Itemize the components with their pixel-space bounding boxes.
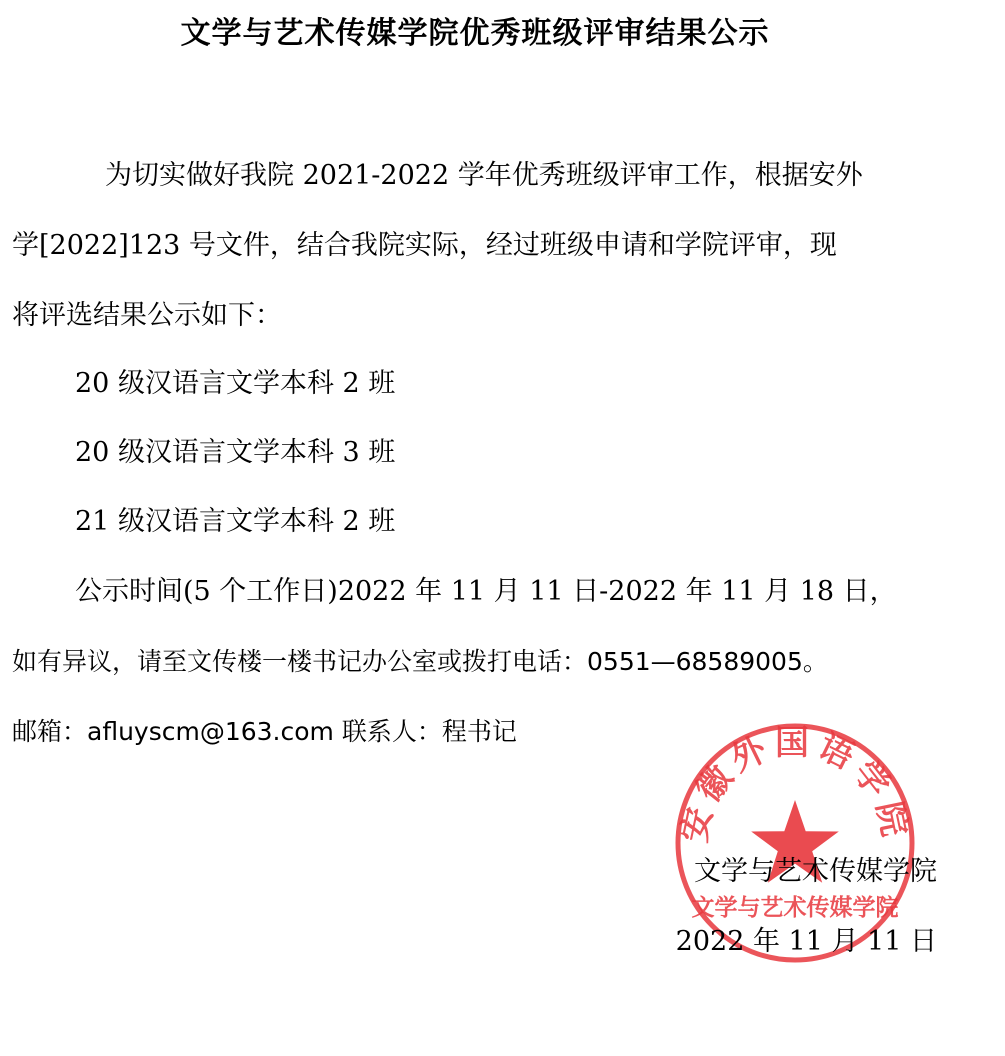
class-list-item: 20 级汉语言文学本科 2 班 — [75, 368, 396, 399]
signature-org: 文学与艺术传媒学院 — [694, 856, 937, 887]
contact-line: 邮箱：afluyscm@163.com 联系人：程书记 — [12, 717, 517, 746]
paragraph-line: 为切实做好我院 2021-2022 学年优秀班级评审工作，根据安外 — [105, 160, 863, 191]
page-title: 文学与艺术传媒学院优秀班级评审结果公示 — [180, 16, 770, 51]
objection-line: 如有异议，请至文传楼一楼书记办公室或拨打电话：0551—68589005。 — [12, 647, 828, 676]
class-list-item: 21 级汉语言文学本科 2 班 — [75, 506, 396, 537]
signature-date: 2022 年 11 月 11 日 — [675, 926, 937, 957]
period-line: 公示时间(5 个工作日)2022 年 11 月 11 日-2022 年 11 月 18 日， — [75, 576, 897, 607]
seal-inner-text: 文学与艺术传媒学院 — [691, 895, 899, 921]
paragraph-line: 学[2022]123 号文件，结合我院实际，经过班级申请和学院评审，现 — [12, 230, 837, 261]
class-list-item: 20 级汉语言文学本科 3 班 — [75, 437, 396, 468]
seal-arc-text: 安徽外国语学院 — [674, 723, 916, 846]
paragraph-line: 将评选结果公示如下： — [12, 300, 282, 331]
